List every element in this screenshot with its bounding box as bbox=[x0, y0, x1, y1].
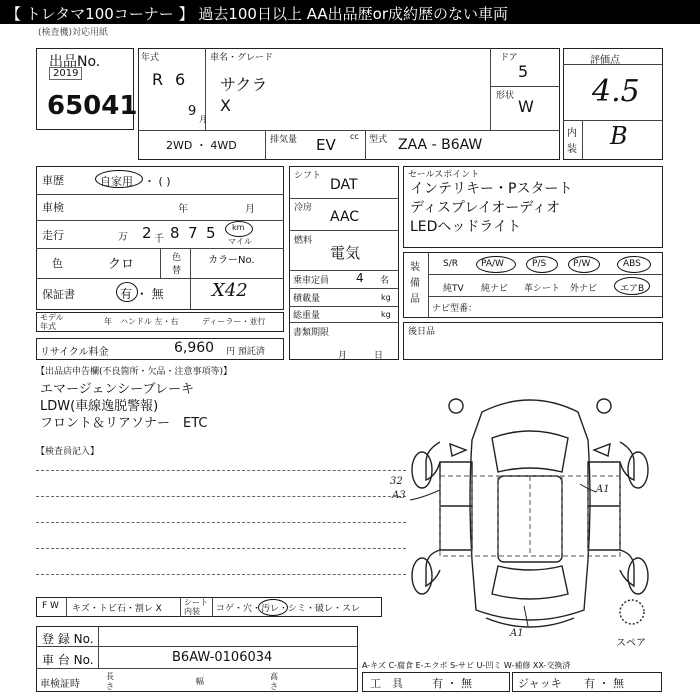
inspection-year: 年 bbox=[178, 204, 188, 215]
notes-line-2: LDW(車線逸脱警報) bbox=[40, 399, 159, 414]
displacement-unit: cc bbox=[350, 132, 359, 141]
model-value: ZAA - B6AW bbox=[398, 137, 483, 153]
later-items-label: 後日品 bbox=[408, 327, 436, 337]
model-year-label-1: モデル bbox=[40, 313, 64, 322]
chassis-value: B6AW-0106034 bbox=[172, 650, 273, 665]
cert-height-1: 高 bbox=[270, 672, 278, 681]
shift-label: シフト bbox=[294, 171, 322, 181]
capacity-unit: 名 bbox=[380, 276, 390, 286]
month-num: 9 bbox=[188, 104, 197, 119]
warranty-label: 保証書 bbox=[42, 288, 75, 301]
history-value-circle bbox=[95, 170, 143, 188]
mileage-digit-3: 7 bbox=[188, 224, 198, 242]
car-grade: X bbox=[220, 96, 231, 115]
model-year-label-2: 年式 bbox=[40, 322, 56, 331]
seat-items: コゲ・穴・汚レ・シミ・破レ・スレ bbox=[216, 604, 361, 614]
seat-label-2: 内装 bbox=[184, 607, 200, 616]
equipment-r1-0: S/R bbox=[443, 259, 458, 269]
damage-mark-32: 32 bbox=[390, 476, 403, 487]
equipment-r1-4-circle bbox=[617, 256, 651, 273]
year-label: 年式 bbox=[141, 53, 160, 63]
navi-model-label: ナビ型番： bbox=[432, 304, 478, 314]
lot-box bbox=[36, 48, 138, 130]
score-value: 4.5 bbox=[592, 74, 640, 109]
warranty-circle bbox=[116, 282, 138, 302]
equipment-r1-3-circle bbox=[568, 256, 600, 273]
fw-label: F W bbox=[42, 601, 59, 611]
load-unit: kg bbox=[381, 293, 391, 302]
equipment-r1-1-circle bbox=[476, 256, 516, 273]
mileage-digit-0: 2 bbox=[142, 224, 152, 242]
jack-value: 有 ・ 無 bbox=[584, 677, 624, 690]
equipment-r1-4: ABS bbox=[623, 259, 641, 269]
displacement-label: 排気量 bbox=[270, 135, 298, 145]
color-no-value: X42 bbox=[212, 280, 248, 301]
tools-label: 工 具 bbox=[370, 677, 403, 690]
shift-value: DAT bbox=[330, 177, 358, 193]
inspector-label: 【検査員記入】 bbox=[36, 447, 100, 457]
lot-year-tag: 2019 bbox=[49, 67, 82, 80]
notes-line-1: エマージェンシーブレーキ bbox=[40, 382, 194, 397]
fuel-value: 電気 bbox=[330, 244, 361, 262]
displacement-value: EV bbox=[316, 136, 336, 154]
mileage-label: 走行 bbox=[42, 229, 64, 242]
recycle-value: 6,960 bbox=[174, 340, 215, 356]
equipment-label-1: 装 bbox=[410, 262, 420, 273]
inspection-period-label: 書類期限 bbox=[293, 328, 330, 338]
equipment-r1-2-circle bbox=[526, 256, 558, 273]
equipment-r2-4-circle bbox=[614, 277, 650, 295]
shape-label: 形状 bbox=[496, 91, 515, 101]
cert-label: 車検証時 bbox=[40, 679, 80, 690]
recycle-unit: 円 預託済 bbox=[226, 347, 265, 357]
equipment-r1-1: PA/W bbox=[481, 259, 504, 269]
equipment-r2-3: 外ナビ bbox=[570, 284, 598, 294]
mileage-unit-km: km bbox=[232, 223, 245, 232]
name-label: 車名・グレード bbox=[210, 53, 274, 63]
model-year-unit: 年 bbox=[104, 317, 112, 326]
color-value: クロ bbox=[108, 257, 135, 272]
fw-items: キズ・トビ石・割レ X bbox=[72, 604, 162, 614]
registration-label: 登 録 No. bbox=[42, 632, 94, 646]
banner-title: 【 トレタマ100コーナー 】 過去100日以上 AA出品歴or成約歴のない車両 bbox=[6, 5, 509, 23]
equipment-r1-2: P/S bbox=[532, 259, 547, 269]
inspection-period-day: 日 bbox=[374, 351, 384, 361]
top-partial-text: (検査機)対応用紙 bbox=[38, 28, 109, 38]
car-damage-diagram bbox=[390, 380, 660, 650]
notes-line-3: フロント＆リアソナー ETC bbox=[40, 416, 208, 431]
warranty-value: 有 ・ 無 bbox=[120, 287, 164, 301]
cert-height-2: さ bbox=[270, 682, 278, 691]
lot-label: 出品No. bbox=[49, 54, 101, 70]
damage-mark-a1-bottom: A1 bbox=[510, 628, 524, 639]
fuel-label: 燃料 bbox=[294, 236, 313, 246]
ac-value: AAC bbox=[330, 209, 360, 225]
mileage-unit-mile: マイル bbox=[228, 237, 252, 246]
notes-label: 【出品店申告欄(不良箇所・欠品・注意事項等)】 bbox=[36, 367, 233, 377]
chassis-label: 車 台 No. bbox=[42, 653, 94, 667]
equipment-label-3: 品 bbox=[410, 294, 420, 305]
equipment-r2-0: 純TV bbox=[443, 284, 464, 294]
damage-mark-a1-right: A1 bbox=[596, 484, 610, 495]
mileage-man: 万 bbox=[118, 232, 128, 243]
capacity-value: 4 bbox=[356, 271, 364, 285]
equipment-r2-2: 革シート bbox=[524, 284, 561, 294]
dealer-text: ディーラー・並行 bbox=[202, 317, 266, 326]
color-change-2: 替 bbox=[172, 266, 182, 276]
later-items-box bbox=[403, 322, 663, 360]
month-unit: 月 bbox=[199, 115, 207, 124]
ac-label: 冷房 bbox=[294, 203, 313, 213]
cert-length-2: さ bbox=[106, 682, 114, 691]
mileage-digit-4: 5 bbox=[206, 224, 216, 242]
cert-length-1: 長 bbox=[106, 672, 114, 681]
sales-point-line-1: インテリキー・Pスタート bbox=[410, 181, 573, 197]
interior-value: B bbox=[610, 122, 628, 150]
seat-stain-circle bbox=[258, 599, 288, 616]
capacity-label: 乗車定員 bbox=[293, 276, 330, 286]
model-label: 型式 bbox=[369, 135, 388, 145]
shape-value: W bbox=[518, 97, 534, 116]
cert-width: 幅 bbox=[196, 677, 204, 686]
year-era: R bbox=[152, 70, 164, 89]
seat-label-1: シート bbox=[184, 598, 208, 607]
inspection-label: 車検 bbox=[42, 201, 64, 214]
sales-point-line-2: ディスプレイオーディオ bbox=[410, 200, 561, 216]
tools-value: 有 ・ 無 bbox=[432, 677, 472, 690]
total-weight-unit: kg bbox=[381, 310, 391, 319]
history-label: 車歴 bbox=[42, 174, 64, 187]
spare-label: スペア bbox=[616, 638, 646, 649]
inspection-period-month: 月 bbox=[338, 351, 348, 361]
score-label: 評価点 bbox=[590, 55, 620, 66]
interior-label-1: 内 bbox=[567, 128, 577, 139]
color-no-label: カラーNo. bbox=[208, 255, 255, 266]
total-weight-label: 総重量 bbox=[293, 311, 321, 321]
car-name: サクラ bbox=[220, 75, 268, 94]
mileage-digit-1: 千 bbox=[154, 234, 164, 245]
equipment-r2-1: 純ナビ bbox=[481, 284, 509, 294]
history-paren: ・ ( ) bbox=[144, 175, 171, 188]
jack-label: ジャッキ bbox=[518, 677, 562, 690]
handle-text: ハンドル 左・右 bbox=[120, 317, 179, 326]
inspection-month: 月 bbox=[245, 204, 255, 215]
sales-point-line-3: LEDヘッドライト bbox=[410, 219, 522, 235]
km-circle bbox=[225, 221, 253, 237]
lot-number: 65041 bbox=[47, 91, 138, 121]
equipment-r2-4: エアB bbox=[620, 284, 645, 294]
load-label: 積載量 bbox=[293, 294, 321, 304]
equipment-r1-3: P/W bbox=[573, 259, 591, 269]
damage-legend: A-キズ C-腐食 E-エクボ S-サビ U-凹ミ W-補修 XX-交換済 bbox=[362, 661, 571, 670]
drive-type: 2WD ・ 4WD bbox=[166, 139, 237, 152]
color-change-1: 色 bbox=[172, 253, 182, 263]
sales-points-label: セールスポイント bbox=[408, 170, 480, 180]
mileage-digit-2: 8 bbox=[170, 224, 180, 242]
history-value: 自家用 bbox=[100, 175, 133, 188]
equipment-label-2: 備 bbox=[410, 278, 420, 289]
door-label: ドア bbox=[500, 53, 518, 63]
damage-mark-a3: A3 bbox=[392, 490, 406, 501]
interior-label-2: 装 bbox=[567, 144, 577, 155]
recycle-label: リサイクル料金 bbox=[40, 347, 109, 358]
year-num: 6 bbox=[175, 70, 186, 89]
color-label: 色 bbox=[52, 257, 63, 270]
door-value: 5 bbox=[518, 62, 529, 81]
